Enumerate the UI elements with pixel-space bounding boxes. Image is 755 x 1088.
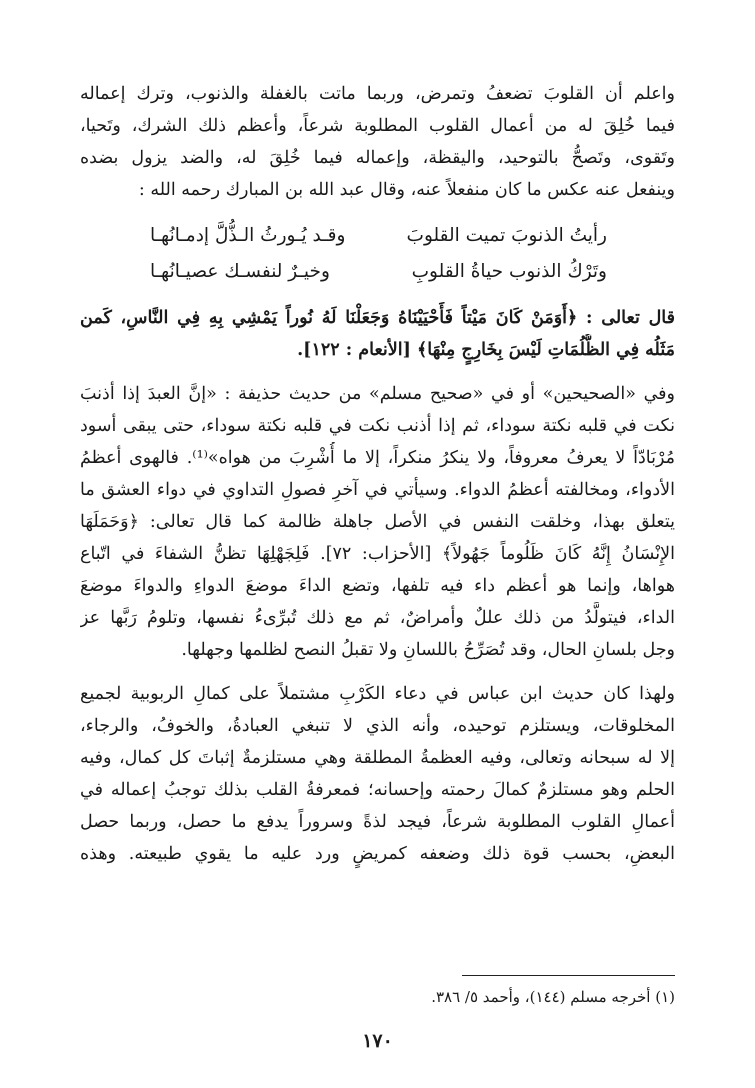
text-line: الداء، فيتولَّدُ من ذلك عللٌ وأمراضٌ، ثم مع ذلك تُبرِّىءُ نفسها، وتلومُ رَبَّها عز [80, 608, 675, 628]
text-line: ولهذا كان حديث ابن عباس في دعاء الكَرْبِ مشتملاً على كمالِ الربوبية لجميع [80, 684, 675, 704]
text-line: المخلوقات، ويستلزم توحيده، وأنه الذي لا تنبغي العبادةُ، والخوفُ، والرجاء، [80, 716, 675, 736]
text-line: فيما خُلِقَ له من أعمال القلوب المطلوبة شرعاً، وأعظم ذلك الشرك، وتَحيا، [80, 116, 675, 136]
paragraph-4 [80, 678, 675, 870]
text-line: مَثَلُه فِي الظُّلُمَاتِ لَيْسَ بِخَارِجٍ مِنْهَا﴾ [الأنعام : ١٢٢]. [297, 340, 675, 360]
text-line: إلا له سبحانه وتعالى، وفيه العظمةُ المطلقة وهي مستلزمةٌ إثباتَ كل كمال، وفيه [80, 748, 675, 768]
text-line: أعمالِ القلوب المطلوبة شرعاً، فيجد لذةً وسروراً يدفع ما حصل، وربما حصل [80, 812, 675, 832]
footnote: (١) أخرجه مسلم (١٤٤)، وأحمد ٥/ ٣٨٦. [431, 988, 675, 1006]
page-number: ١٧٠ [362, 1030, 393, 1052]
footnote-divider [462, 975, 675, 976]
verse-first-half: رأيتُ الذنوبَ تميت القلوبَ [406, 225, 607, 246]
text-line: واعلم أن القلوبَ تضعفُ وتمرض، وربما ماتت بالغفلة والذنوب، وترك إعماله [80, 84, 675, 104]
text-line: مُرْبَادّاً لا يعرفُ معروفاً، ولا ينكرُ منكراً، إلا ما أُشْرِبَ من هواه»⁽¹⁾. فالهوى أعظمُ [80, 448, 675, 468]
text-line: وفي «الصحيحين» أو في «صحيح مسلم» من حديث حذيفة : «إنَّ العبدَ إذا أذنبَ [80, 384, 675, 404]
verse-first-half: وتَرْكُ الذنوب حياةُ القلوبِ [411, 261, 607, 282]
text-line: يتعلق بهذا، وخلقت النفس في الأصل جاهلة ظالمة كما قال تعالى: ﴿وَحَمَلَهَا [80, 512, 675, 532]
text-line: وينفعل عنه عكس ما كان منفعلاً عنه، وقال عبد الله بن المبارك رحمه الله : [138, 180, 675, 200]
text-line: وجل بلسانِ الحال، وقد تُصَرِّحُ باللسانِ ولا تقبلُ النصح لظلمها وجهلها. [181, 640, 675, 660]
main-text [80, 78, 675, 870]
verse-second-half: وخيـرٌ لنفسـك عصيـانُهـا [150, 261, 330, 282]
text-line: وتَقوى، وتَصحُّ بالتوحيد، واليقظة، وإعماله فيما خُلِقَ له، والضد يزول بضده [80, 148, 675, 168]
quran-paragraph [80, 302, 675, 366]
paragraph-1 [80, 78, 675, 206]
text-line: البعضِ، بحسب قوة ذلك وضعفه كمريضٍ ورد عليه ما يقوي طبيعته. وهذه [80, 844, 675, 864]
text-line: قال تعالى : ﴿أَوَمَنْ كَانَ مَيْتاً فَأَحْيَيْنَاهُ وَجَعَلْنَا لَهُ نُوراً يَمْشِي بِهِ فِي النَّاسِ، كَمن [80, 308, 675, 328]
paragraph-3 [80, 378, 675, 666]
text-line: نكت في قلبه نكتة سوداء، ثم إذا أذنب نكت في قلبه نكتة سوداء، حتى يبقى أسود [80, 416, 675, 436]
poem [80, 218, 675, 290]
text-line: الإِنْسَانُ إِنَّهُ كَانَ ظَلُوماً جَهُولاً﴾ [الأحزاب: ٧٢]. فَلِجَهْلِهَا تظنُّ الشفاءَ في اتّباع [80, 544, 675, 564]
verse-second-half: وقـد يُـورثُ الـذُّلَّ إدمـانُهـا [150, 225, 346, 246]
text-line: هواها، وإنما هو أعظم داء فيه تلفها، وتضع الداءَ موضعَ الدواءِ والدواءَ موضعَ [80, 576, 675, 596]
poem-verse [80, 218, 675, 254]
text-line: الحلم وهو مستلزمٌ كمالَ رحمته وإحسانه؛ فمعرفةُ القلب بذلك توجبُ إعماله في [80, 780, 675, 800]
poem-verse [80, 254, 675, 290]
text-line: الأدواء، ومخالفته أعظمُ الدواء. وسيأتي في آخرِ فصولِ التداوي في دواء العشق ما [80, 480, 675, 500]
